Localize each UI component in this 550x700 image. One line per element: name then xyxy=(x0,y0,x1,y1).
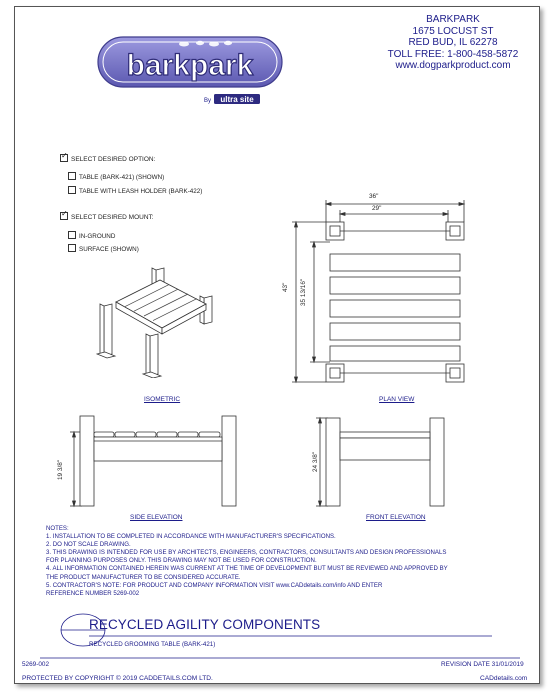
dim-19-3-8: 19 3/8" xyxy=(57,459,64,480)
option-item[interactable]: TABLE (BARK-421) (SHOWN) xyxy=(68,172,164,181)
checkbox-icon[interactable] xyxy=(68,186,76,194)
dim-43: 43" xyxy=(282,282,289,292)
note-line: 4. ALL INFORMATION CONTAINED HEREIN WAS CURRENT AT THE TIME OF DEVELOPMENT BUT MUST BE REVIEWED AND APPROVED BY xyxy=(46,565,448,573)
drawing-number: 5269-002 xyxy=(22,661,50,668)
dim-35-13-16: 35 13/16" xyxy=(300,278,307,306)
drawing-subtitle: RECYCLED GROOMING TABLE (BARK-421) xyxy=(89,641,216,648)
front-elevation-drawing xyxy=(300,410,460,510)
ultra-site-logo: ultra site xyxy=(220,95,254,104)
option-heading: ✓SELECT DESIRED OPTION: xyxy=(60,154,155,163)
logo-wordmark: barkpark xyxy=(126,49,254,82)
checkbox-checked-icon[interactable] xyxy=(60,154,68,162)
note-line: 2. DO NOT SCALE DRAWING. xyxy=(46,541,131,549)
note-line: THE PRODUCT MANUFACTURER TO BE CONSIDERED ACCURATE. xyxy=(46,573,241,581)
isometric-label: ISOMETRIC xyxy=(144,396,181,403)
note-line: 3. THIS DRAWING IS INTENDED FOR USE BY ARCHITECTS, ENGINEERS, CONTRACTORS, CONSULTANTS AND DESIGN PROFESSIONALS xyxy=(46,549,447,557)
barkpark-logo xyxy=(96,34,286,110)
mount-item[interactable]: IN-GROUND xyxy=(68,231,115,240)
mount-item[interactable]: SURFACE (SHOWN) xyxy=(68,244,139,253)
checkbox-icon[interactable] xyxy=(68,172,76,180)
revision-date: REVISION DATE 31/01/2019 xyxy=(441,661,524,668)
company-address-1: 1675 LOCUST ST xyxy=(412,25,494,37)
checkbox-icon[interactable] xyxy=(68,231,76,239)
mount-heading: ✓SELECT DESIRED MOUNT: xyxy=(60,212,154,221)
plan-view-drawing xyxy=(278,192,478,392)
company-address-2: RED BUD, IL 62278 xyxy=(408,37,498,48)
side-elevation-label: SIDE ELEVATION xyxy=(130,514,183,521)
caddetails-link[interactable]: CADdetails.com xyxy=(480,675,528,682)
isometric-drawing xyxy=(96,262,226,378)
copyright-notice: PROTECTED BY COPYRIGHT © 2019 CADDETAILS.COM LTD. xyxy=(22,675,213,682)
note-line: 1. INSTALLATION TO BE COMPLETED IN ACCORDANCE WITH MANUFACTURER'S SPECIFICATIONS. xyxy=(46,533,336,541)
dim-29: 29" xyxy=(372,205,382,212)
plan-view-label: PLAN VIEW xyxy=(379,396,415,403)
dim-24-3-8: 24 3/8" xyxy=(312,451,319,472)
checkbox-icon[interactable] xyxy=(68,244,76,252)
dim-36: 36" xyxy=(369,193,379,200)
company-info xyxy=(378,14,528,72)
company-website[interactable]: www.dogparkproduct.com xyxy=(395,60,511,71)
note-line: FOR PLANNING PURPOSES ONLY. THIS DRAWING MAY NOT BE USED FOR CONSTRUCTION. xyxy=(46,557,317,565)
side-elevation-drawing xyxy=(52,410,252,510)
note-line: REFERENCE NUMBER 5269-002 xyxy=(46,589,140,597)
drawing-title: RECYCLED AGILITY COMPONENTS xyxy=(89,617,321,632)
company-name: BARKPARK xyxy=(426,14,480,25)
notes-block xyxy=(46,525,486,598)
checkbox-checked-icon[interactable] xyxy=(60,212,68,220)
note-line: 5. CONTRACTOR'S NOTE: FOR PRODUCT AND COMPANY INFORMATION VISIT www.CADdetails.com/info AND ENTER xyxy=(46,581,383,589)
front-elevation-label: FRONT ELEVATION xyxy=(366,514,426,521)
option-item[interactable]: TABLE WITH LEASH HOLDER (BARK-422) xyxy=(68,186,202,195)
notes-heading: NOTES: xyxy=(46,525,69,532)
company-phone: TOLL FREE: 1-800-458-5872 xyxy=(387,48,519,60)
svg-text:By: By xyxy=(204,98,212,104)
